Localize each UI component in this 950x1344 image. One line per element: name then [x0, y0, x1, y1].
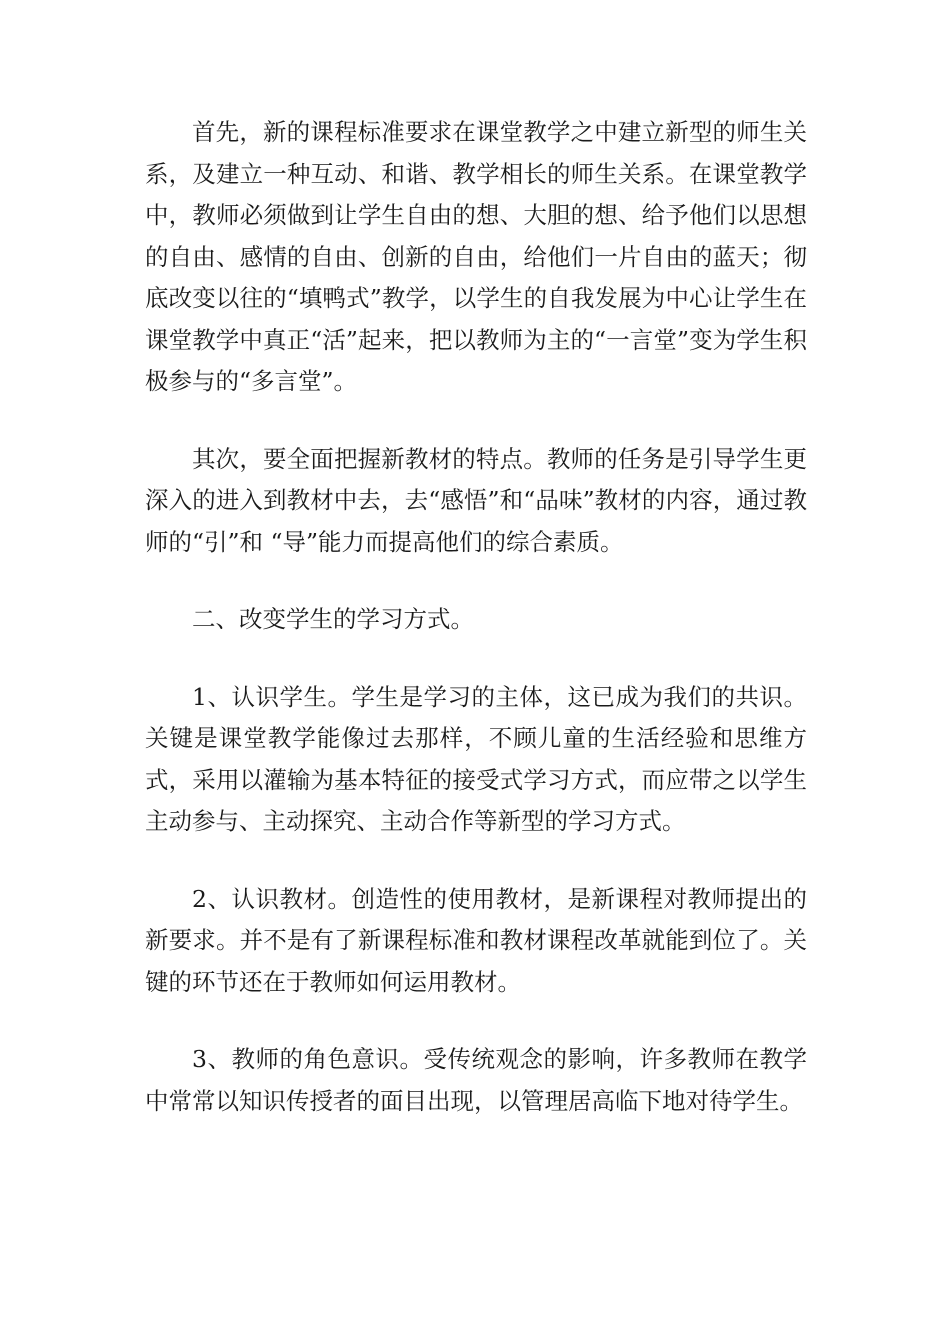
- paragraph-teacher-role: 3、教师的角色意识。受传统观念的影响，许多教师在教学中常常以知识传授者的面目出现，以管理居高临下地对待学生。: [145, 1045, 807, 1115]
- paragraph-know-students: 1、认识学生。学生是学习的主体，这已成为我们的共识。关键是课堂教学能像过去那样，不顾儿童的生活经验和思维方式，采用以灌输为基本特征的接受式学习方式，而应带之以学生主动参与、主动探究、主动合作等新型的学习方式。: [145, 682, 807, 835]
- paragraph-teacher-student-relationship: 首先，新的课程标准要求在课堂教学之中建立新型的师生关系，及建立一种互动、和谐、教学相长的师生关系。在课堂教学中，教师必须做到让学生自由的想、大胆的想、给予他们以思想的自由、感情的自由、创新的自由，给他们一片自由的蓝天；彻底改变以往的“填鸭式”教学，以学生的自我发展为中心让学生在课堂教学中真正“活”起来，把以教师为主的“一言堂”变为学生积极参与的“多言堂”。: [145, 118, 807, 395]
- paragraph-know-textbook: 2、认识教材。创造性的使用教材，是新课程对教师提出的新要求。并不是有了新课程标准和教材课程改革就能到位了。关键的环节还在于教师如何运用教材。: [145, 884, 807, 996]
- section-heading-learning-methods: 二、改变学生的学习方式。: [192, 605, 474, 633]
- document-page: [145, 112, 807, 1122]
- paragraph-spacer: [145, 641, 807, 677]
- paragraph-spacer: [145, 563, 807, 599]
- paragraph-textbook-features: 其次，要全面把握新教材的特点。教师的任务是引导学生更深入的进入到教材中去，去“感悟”和“品味”教材的内容，通过教师的“引”和 “导”能力而提高他们的综合素质。: [145, 444, 807, 556]
- paragraph-spacer: [145, 403, 807, 439]
- paragraph-spacer: [145, 1003, 807, 1039]
- paragraph-spacer: [145, 843, 807, 879]
